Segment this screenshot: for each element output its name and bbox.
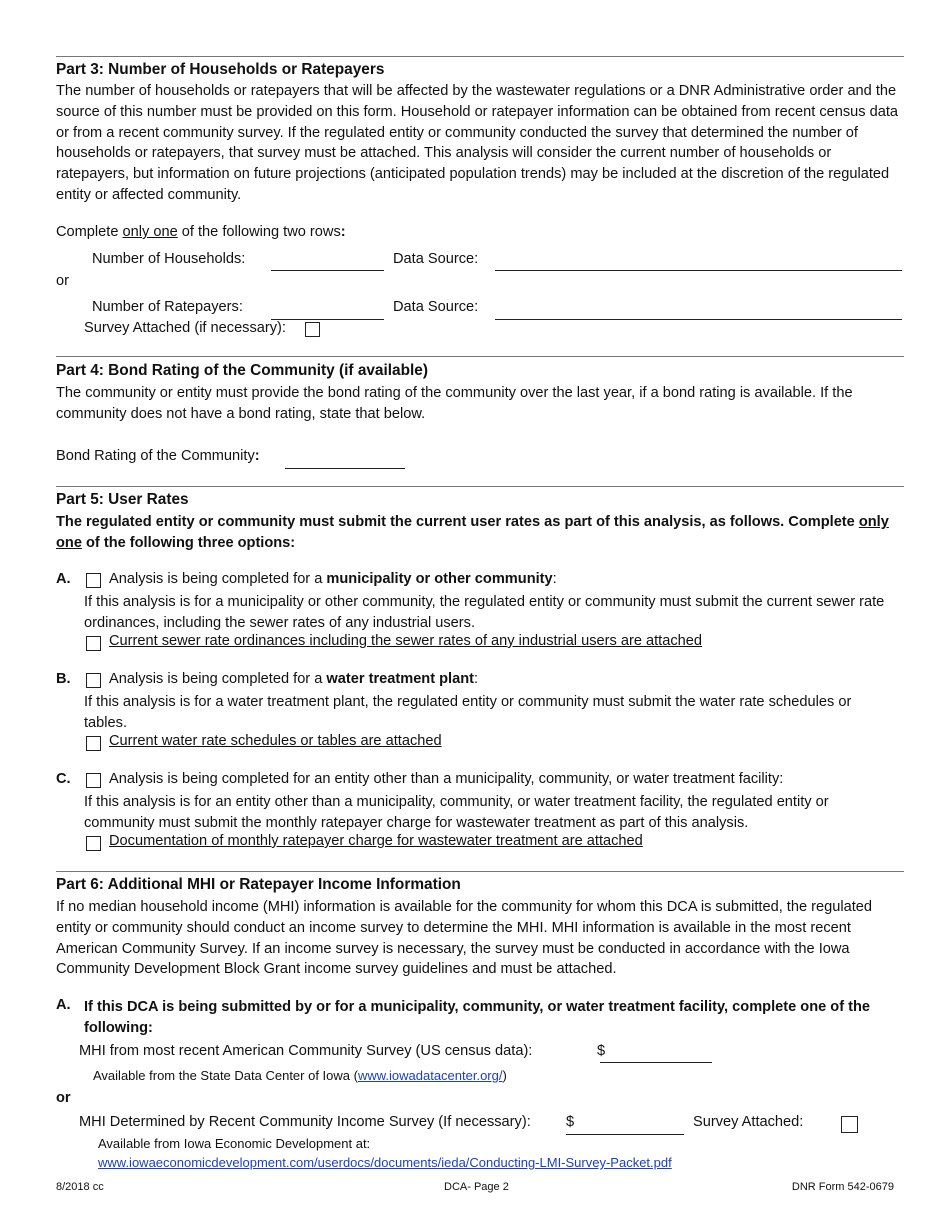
option-c-body: If this analysis is for an entity other than a municipality, community, or water treatment facility, the regulated entity or community must submit the monthly ratepayer charge for wastewater treatment as part of this analysis. xyxy=(84,794,829,831)
part3-body: The number of households or ratepayers that will be affected by the wastewater regulations or a DNR Administrative order and the source of this number must be provided on this form. Household or ratepayer information can be obtained from recent census data or from a recent community survey. If the regulated entity or community conducted the survey that determined the number of households or ratepayers, that survey must be attached. This analysis will consider the current number of households or ratepayers, but information on future projections (anticipated population trends) may be included at the discretion of the regulated entity or affected community. xyxy=(56,83,899,203)
bond-rating-label: Bond Rating of the Community: xyxy=(56,448,260,464)
part3-title: Part 3: Number of Households or Ratepayers xyxy=(56,61,385,78)
footer-form-number: DNR Form 542-0679 xyxy=(791,1181,894,1193)
mhi-survey-dollar: $ xyxy=(566,1114,575,1130)
ied-link-wrap xyxy=(98,1155,672,1170)
option-c-letter: C. xyxy=(56,771,71,787)
households-source-input[interactable] xyxy=(495,270,902,271)
option-a-letter: A. xyxy=(56,571,71,587)
footer-date: 8/2018 cc xyxy=(56,1181,104,1193)
ratepayers-input[interactable] xyxy=(271,319,384,320)
mhi-acs-label: MHI from most recent American Community Survey (US census data): xyxy=(79,1043,533,1059)
part3-instructions: Complete only one of the following two rows: xyxy=(56,224,346,240)
option-a-body: If this analysis is for a municipality or other community, the regulated entity or community must submit the current sewer rate ordinances, including the sewer rates of any industrial users. xyxy=(84,594,885,631)
households-label: Number of Households: xyxy=(92,251,246,267)
survey-attached-label: Survey Attached (if necessary): xyxy=(84,320,286,336)
option-b-body: If this analysis is for a water treatment plant, the regulated entity or community must submit the water rate schedules or tables. xyxy=(84,694,852,731)
part6-title: Part 6: Additional MHI or Ratepayer Income Information xyxy=(56,876,461,893)
option-b-checkbox[interactable] xyxy=(86,673,101,688)
iowadatacenter-link[interactable]: www.iowadatacenter.org/ xyxy=(357,1068,503,1083)
option-a-attached-label: Current sewer rate ordinances including the sewer rates of any industrial users are attached xyxy=(109,633,702,649)
mhi-survey-input[interactable] xyxy=(566,1134,684,1135)
option-c-label: Analysis is being completed for an entity other than a municipality, community, or water treatment facility: xyxy=(109,771,784,787)
option-a-label: Analysis is being completed for a municipality or other community: xyxy=(109,571,557,587)
ratepayers-label: Number of Ratepayers: xyxy=(92,299,243,315)
part6-body: If no median household income (MHI) information is available for the community for whom this DCA is submitted, the regulated entity or community should conduct an income survey to determine the MHI. MHI information is available in the most recent American Community Survey. If an income survey is necessary, the survey must be conducted in accordance with the Iowa Community Development Block Grant income survey guidelines and must be attached. xyxy=(56,899,873,978)
option-b-attached-checkbox[interactable] xyxy=(86,736,101,751)
part6-a-text: If this DCA is being submitted by or for a municipality, community, or water treatment facility, complete one of the following: xyxy=(84,999,871,1036)
mhi-acs-dollar: $ xyxy=(597,1043,606,1059)
option-b-attached-label: Current water rate schedules or tables are attached xyxy=(109,733,442,749)
option-c-checkbox[interactable] xyxy=(86,773,101,788)
state-data-center-note: Available from the State Data Center of Iowa (www.iowadatacenter.org/) xyxy=(93,1068,507,1083)
option-a-checkbox[interactable] xyxy=(86,573,101,588)
households-input[interactable] xyxy=(271,270,384,271)
part6-survey-attached-checkbox[interactable] xyxy=(841,1116,858,1133)
part4-divider xyxy=(56,356,904,357)
bond-rating-input[interactable] xyxy=(285,468,405,469)
survey-attached-checkbox[interactable] xyxy=(305,322,320,337)
option-b-letter: B. xyxy=(56,671,71,687)
option-b-label: Analysis is being completed for a water treatment plant: xyxy=(109,671,479,687)
ratepayers-source-label: Data Source: xyxy=(393,299,479,315)
ratepayers-source-input[interactable] xyxy=(495,319,902,320)
part6-or-label: or xyxy=(56,1090,71,1106)
or-label: or xyxy=(56,273,69,289)
part6-survey-attached-label: Survey Attached: xyxy=(693,1114,804,1130)
part5-intro: The regulated entity or community must submit the current user rates as part of this analysis, as follows. Complete only one of the following three options: xyxy=(56,514,889,551)
mhi-survey-label: MHI Determined by Recent Community Income Survey (If necessary): xyxy=(79,1114,531,1130)
top-divider xyxy=(56,56,904,57)
part5-divider xyxy=(56,486,904,487)
option-c-attached-checkbox[interactable] xyxy=(86,836,101,851)
option-c-attached-label: Documentation of monthly ratepayer charge for wastewater treatment are attached xyxy=(109,833,643,849)
mhi-acs-input[interactable] xyxy=(600,1062,712,1063)
footer-page: DCA- Page 2 xyxy=(444,1181,509,1193)
ied-survey-link[interactable]: www.iowaeconomicdevelopment.com/userdocs/documents/ieda/Conducting-LMI-Survey-Packet.pdf xyxy=(98,1155,672,1170)
part4-body: The community or entity must provide the bond rating of the community over the last year, if a bond rating is available. If the community does not have a bond rating, state that below. xyxy=(56,385,853,422)
part6-a-letter: A. xyxy=(56,997,71,1013)
part4-title: Part 4: Bond Rating of the Community (if available) xyxy=(56,362,428,379)
ied-note: Available from Iowa Economic Development at: xyxy=(98,1136,371,1151)
households-source-label: Data Source: xyxy=(393,251,479,267)
part5-title: Part 5: User Rates xyxy=(56,491,189,508)
part6-divider xyxy=(56,871,904,872)
option-a-attached-checkbox[interactable] xyxy=(86,636,101,651)
